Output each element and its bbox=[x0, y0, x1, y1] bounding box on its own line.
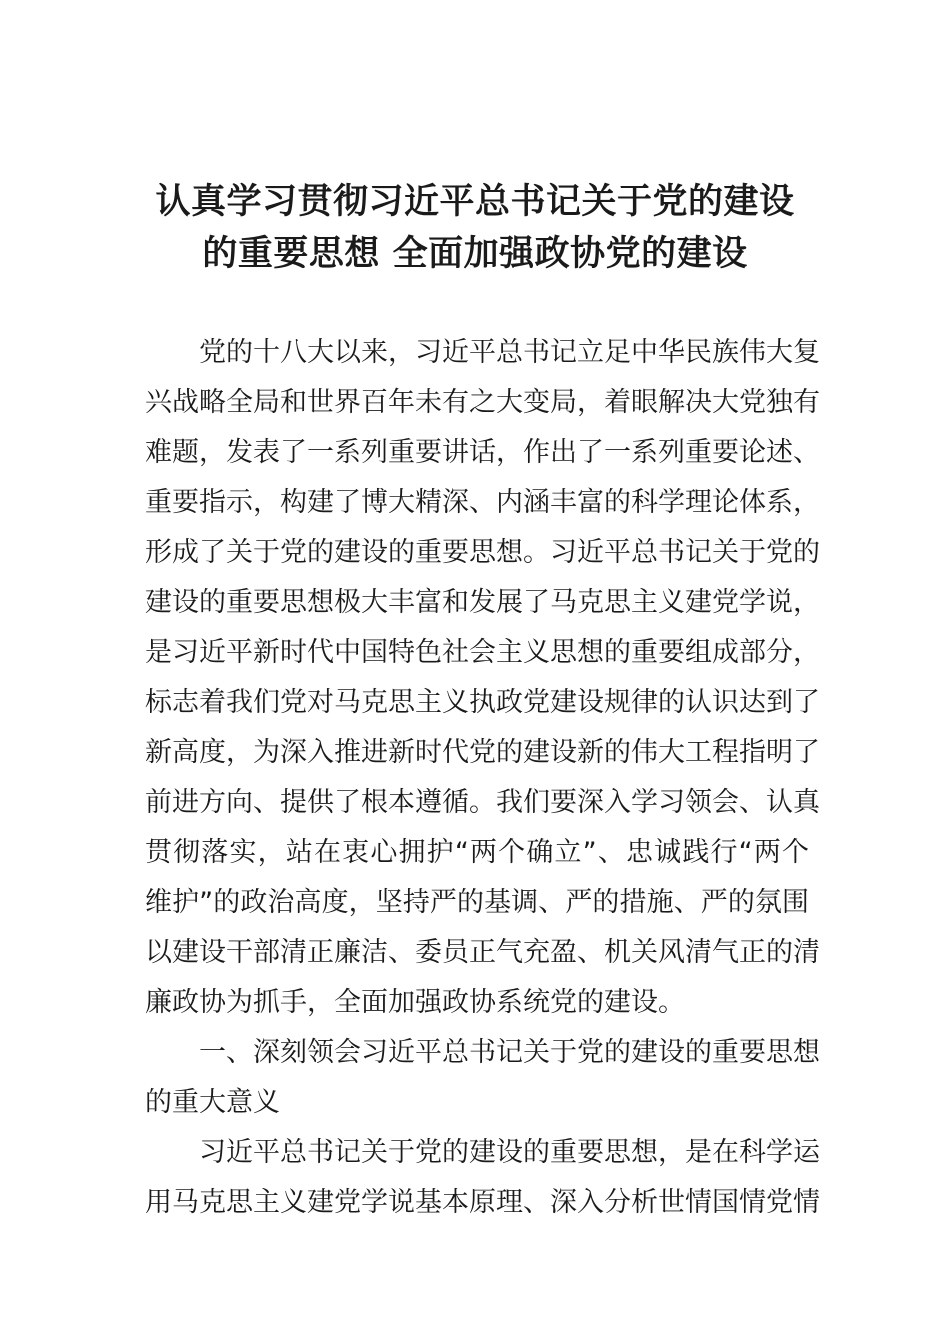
paragraph-1-line-6: 建设的重要思想极大丰富和发展了马克思主义建党学说， bbox=[145, 587, 820, 618]
section-heading-line-2: 的重大意义 bbox=[145, 1087, 280, 1118]
paragraph-1-line-12: 维护”的政治高度，坚持严的基调、严的措施、严的氛围 bbox=[145, 887, 809, 918]
paragraph-1-line-5: 形成了关于党的建设的重要思想。习近平总书记关于党的 bbox=[145, 537, 820, 568]
body-text bbox=[145, 328, 820, 1228]
title-line-2: 的重要思想 全面加强政协党的建设 bbox=[202, 234, 748, 274]
paragraph-1-line-11: 贯彻落实，站在衷心拥护“两个确立”、忠诚践行“两个 bbox=[145, 837, 809, 868]
title-line-1: 认真学习贯彻习近平总书记关于党的建设 bbox=[155, 182, 795, 222]
document-title bbox=[100, 176, 850, 280]
paragraph-2-line-1: 习近平总书记关于党的建设的重要思想，是在科学运 bbox=[199, 1137, 820, 1168]
section-heading-line-1: 一、深刻领会习近平总书记关于党的建设的重要思想 bbox=[199, 1037, 820, 1068]
paragraph-1-line-4: 重要指示，构建了博大精深、内涵丰富的科学理论体系， bbox=[145, 487, 820, 518]
paragraph-1-line-1: 党的十八大以来，习近平总书记立足中华民族伟大复 bbox=[199, 337, 820, 368]
paragraph-1-line-9: 新高度，为深入推进新时代党的建设新的伟大工程指明了 bbox=[145, 737, 820, 768]
paragraph-1-line-10: 前进方向、提供了根本遵循。我们要深入学习领会、认真 bbox=[145, 787, 820, 818]
paragraph-1-line-2: 兴战略全局和世界百年未有之大变局，着眼解决大党独有 bbox=[145, 387, 820, 418]
paragraph-1-line-3: 难题，发表了一系列重要讲话，作出了一系列重要论述、 bbox=[145, 437, 820, 468]
paragraph-2-line-2: 用马克思主义建党学说基本原理、深入分析世情国情党情 bbox=[145, 1187, 820, 1218]
paragraph-1-line-13: 以建设干部清正廉洁、委员正气充盈、机关风清气正的清 bbox=[145, 937, 820, 968]
paragraph-1-line-8: 标志着我们党对马克思主义执政党建设规律的认识达到了 bbox=[145, 687, 820, 718]
paragraph-1-line-7: 是习近平新时代中国特色社会主义思想的重要组成部分， bbox=[145, 637, 820, 668]
paragraph-1-line-14: 廉政协为抓手，全面加强政协系统党的建设。 bbox=[145, 987, 685, 1018]
